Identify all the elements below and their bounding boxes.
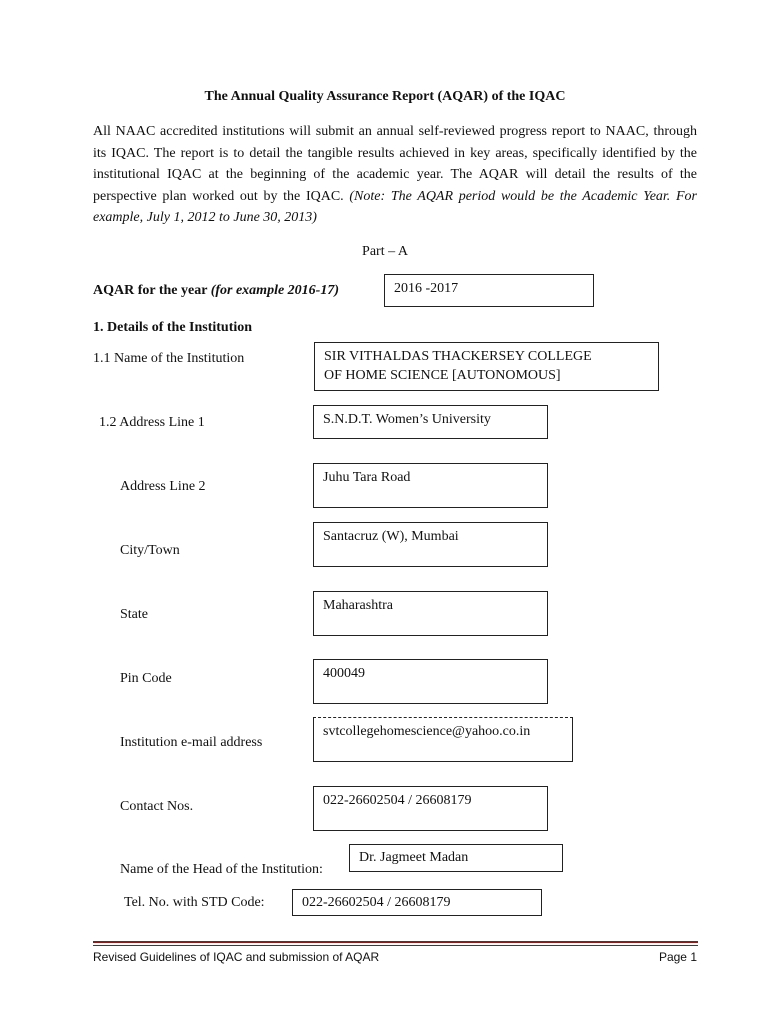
page-number: Page 1 [658, 950, 697, 964]
pin-code-field[interactable]: 400049 [313, 659, 548, 704]
address-line1-label: 1.2 Address Line 1 [99, 415, 205, 430]
part-heading: Part – A [362, 244, 408, 259]
footer-title: Revised Guidelines of IQAC and submission of AQAR [93, 950, 380, 964]
section-1-heading: 1. Details of the Institution [93, 320, 253, 335]
state-field[interactable]: Maharashtra [313, 591, 548, 636]
tel-field[interactable]: 022-26602504 / 26608179 [292, 889, 542, 916]
institution-name-field[interactable] [314, 342, 659, 391]
email-label: Institution e-mail address [120, 735, 263, 750]
aqar-year-field[interactable]: 2016 -2017 [384, 274, 594, 307]
tel-label: Tel. No. with STD Code: [124, 895, 265, 910]
page-title: The Annual Quality Assurance Report (AQAR) of the IQAC [204, 89, 566, 104]
institution-name-line1: SIR VITHALDAS THACKERSEY COLLEGE [324, 349, 592, 364]
aqar-label-example: (for example 2016-17) [210, 283, 339, 298]
email-field[interactable]: svtcollegehomescience@yahoo.co.in [313, 717, 573, 762]
address-line2-label: Address Line 2 [120, 479, 206, 494]
contact-label: Contact Nos. [120, 799, 194, 814]
head-label: Name of the Head of the Institution: [120, 862, 323, 877]
footer-rule-thin [93, 945, 698, 946]
pin-code-label: Pin Code [120, 671, 172, 686]
intro-note: (Note: The AQAR period would be the Academic Year. For example, July 1, 2012 to June 30, 2013) [93, 188, 697, 225]
institution-name-label: 1.1 Name of the Institution [93, 351, 245, 366]
intro-paragraph [93, 121, 697, 229]
intro-text: All NAAC accredited institutions will submit an annual self-reviewed progress report to NAAC, through its IQAC. The report is to detail the tangible results achieved in key areas, specifically identified by the institutional IQAC at the beginning of the academic year. The AQAR will detail the results of the perspective plan worked out by the IQAC. [93, 124, 697, 204]
institution-name-line2: OF HOME SCIENCE [AUTONOMOUS] [324, 368, 561, 383]
contact-field[interactable]: 022-26602504 / 26608179 [313, 786, 548, 831]
address-line1-field[interactable]: S.N.D.T. Women’s University [313, 405, 548, 439]
footer-rule-thick [93, 941, 698, 943]
head-field[interactable]: Dr. Jagmeet Madan [349, 844, 563, 872]
city-field[interactable]: Santacruz (W), Mumbai [313, 522, 548, 567]
aqar-year-label [93, 283, 339, 299]
city-label: City/Town [120, 543, 180, 558]
address-line2-field[interactable]: Juhu Tara Road [313, 463, 548, 508]
state-label: State [120, 607, 148, 622]
aqar-label-text: AQAR for the year [93, 283, 211, 298]
